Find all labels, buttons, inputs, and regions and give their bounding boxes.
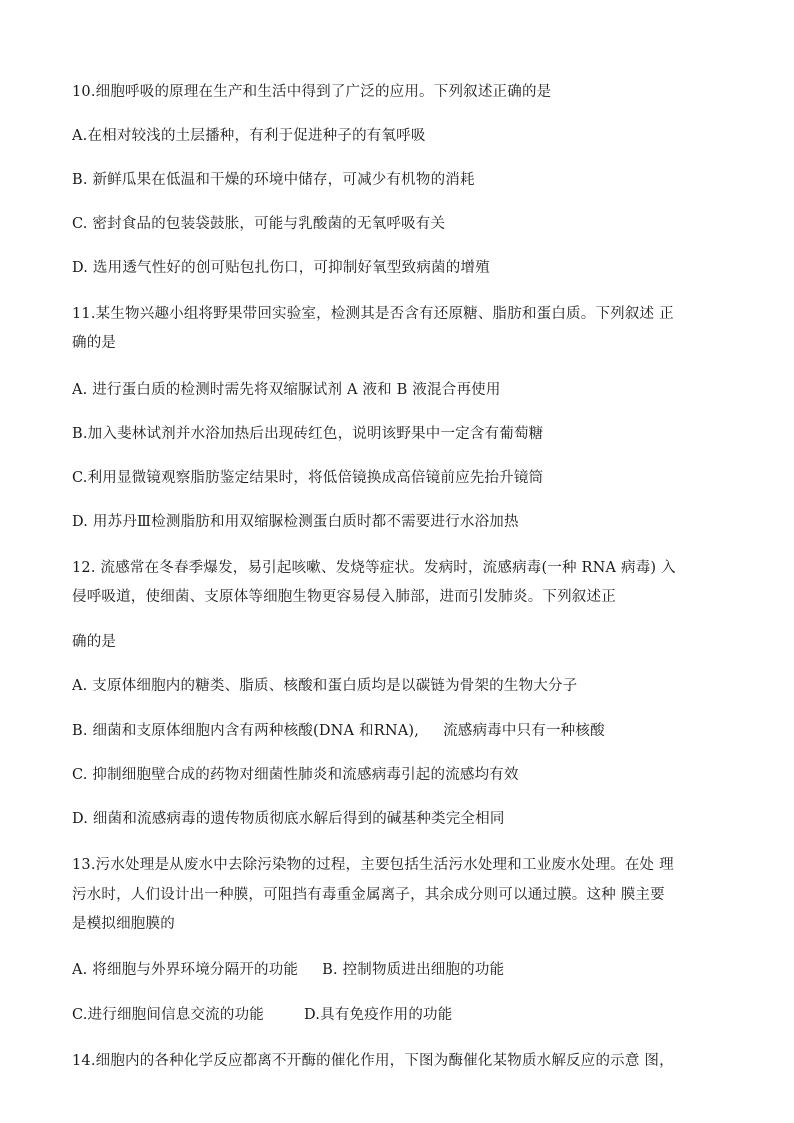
- q10-option-b: B. 新鲜瓜果在低温和干燥的环境中储存，可减少有机物的消耗: [72, 172, 475, 188]
- q11-option-c: C.利用显微镜观察脂肪鉴定结果时，将低倍镜换成高倍镜前应先抬升镜筒: [72, 470, 544, 486]
- q13-option-b: B. 控制物质进出细胞的功能: [322, 962, 505, 978]
- q12-option-b-part2: 流感病毒中只有一种核酸: [443, 723, 605, 739]
- q11-stem-line1: 11.某生物兴趣小组将野果带回实验室，检测其是否含有还原糖、脂肪和蛋白质。下列叙述 正: [72, 306, 674, 322]
- q11-option-b: B.加入斐林试剂并水浴加热后出现砖红色，说明该野果中一定含有葡萄糖: [72, 426, 544, 442]
- q13-option-d: D.具有免疫作用的功能: [304, 1007, 453, 1023]
- q10-stem: 10.细胞呼吸的原理在生产和生活中得到了广泛的应用。下列叙述正确的是: [72, 84, 552, 100]
- q13-stem-line1: 13.污水处理是从废水中去除污染物的过程，主要包括生活污水处理和工业废水处理。在处 理: [72, 857, 674, 873]
- q12-option-b-part1: B. 细菌和支原体细胞内含有两种核酸(DNA 和RNA),: [72, 723, 420, 739]
- q13-stem-line2: 污水时，人们设计出一种膜，可阻挡有毒重金属离子，其余成分则可以通过膜。这种 膜主要: [72, 887, 665, 903]
- q12-stem-line1: 12. 流感常在冬春季爆发，易引起咳嗽、发烧等症状。发病时，流感病毒(一种 RNA 病毒) 入: [72, 560, 676, 576]
- q12-stem-line3: 确的是: [72, 634, 117, 650]
- q13-options-row2: [72, 1003, 722, 1028]
- q11-option-a: A. 进行蛋白质的检测时需先将双缩脲试剂 A 液和 B 液混合再使用: [72, 382, 501, 398]
- q11-option-d: D. 用苏丹Ⅲ检测脂肪和用双缩脲检测蛋白质时都不需要进行水浴加热: [72, 514, 519, 530]
- q11-stem-line2: 确的是: [72, 335, 117, 351]
- q10-option-a: A.在相对较浅的土层播种，有利于促进种子的有氧呼吸: [72, 128, 426, 144]
- q10-option-c: C. 密封食品的包装袋鼓胀，可能与乳酸菌的无氧呼吸有关: [72, 216, 446, 232]
- q12-option-c: C. 抑制细胞壁合成的药物对细菌性肺炎和流感病毒引起的流感均有效: [72, 767, 519, 783]
- q13-option-c: C.进行细胞间信息交流的功能: [72, 1007, 264, 1023]
- q12-option-a: A. 支原体细胞内的糖类、脂质、核酸和蛋白质均是以碳链为骨架的生物大分子: [72, 678, 578, 694]
- q13-option-a: A. 将细胞与外界环境分隔开的功能: [72, 962, 299, 978]
- q13-stem-line3: 是模拟细胞膜的: [72, 916, 175, 932]
- q12-option-b: [72, 719, 722, 744]
- q12-option-d: D. 细菌和流感病毒的遗传物质彻底水解后得到的碱基种类完全相同: [72, 811, 505, 827]
- q10-option-d: D. 选用透气性好的创可贴包扎伤口，可抑制好氧型致病菌的增殖: [72, 260, 490, 276]
- q12-stem-line2: 侵呼吸道，使细菌、支原体等细胞生物更容易侵入肺部，进而引发肺炎。下列叙述正: [72, 589, 616, 605]
- q13-options-row1: [72, 958, 722, 983]
- q14-stem-line1: 14.细胞内的各种化学反应都离不开酶的催化作用，下图为酶催化某物质水解反应的示意 图，: [72, 1053, 674, 1069]
